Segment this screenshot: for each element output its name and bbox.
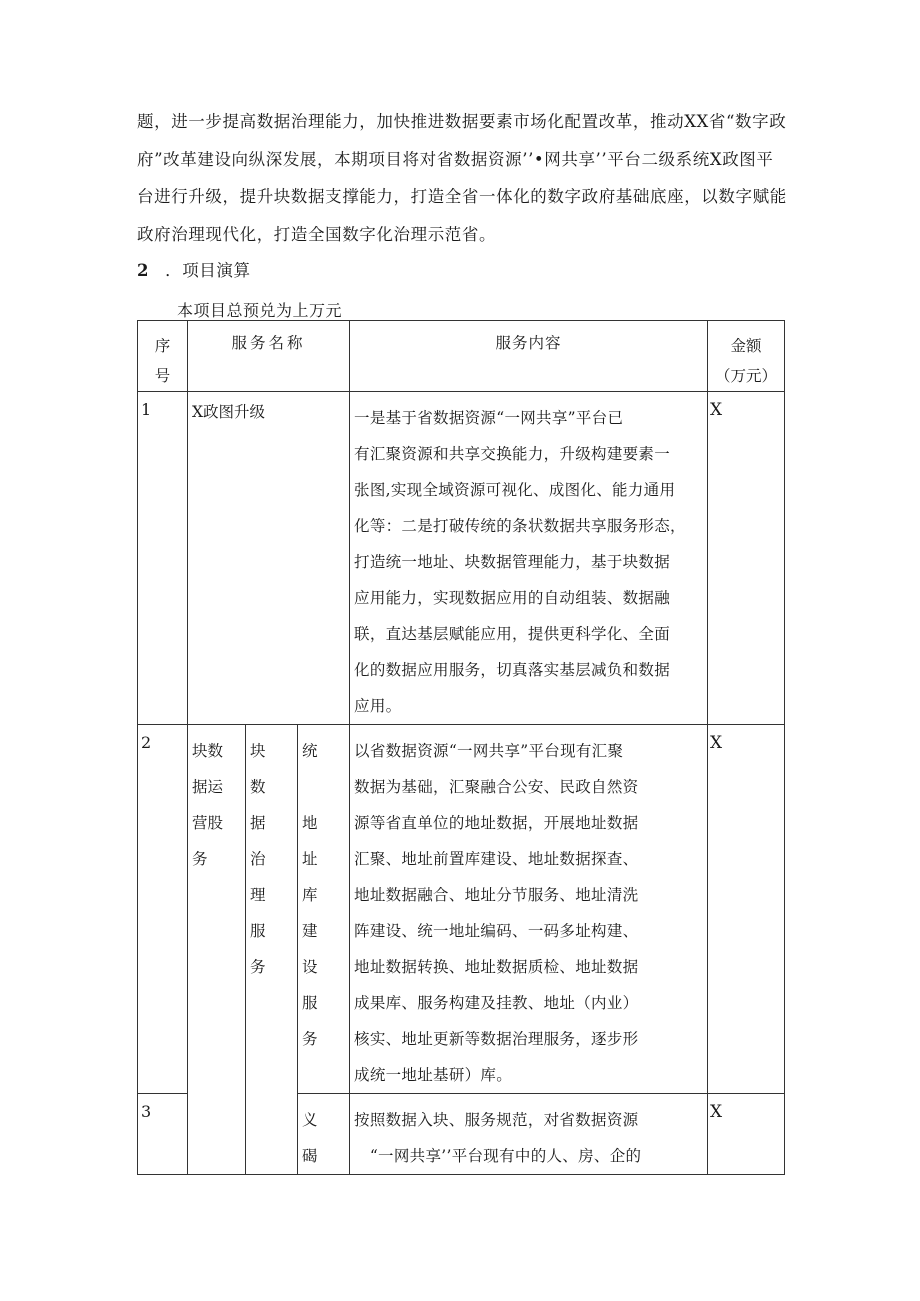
- header-service-name: 服务名称: [188, 321, 350, 392]
- item-char: 服: [302, 994, 318, 1012]
- content-line: 核实、地址更新等数据治理服务，逐步形: [354, 1030, 639, 1048]
- row-service-content: [350, 725, 708, 1094]
- table-row: [138, 392, 785, 725]
- header-seq-line: 号: [154, 367, 171, 385]
- row-seq: 2: [138, 725, 188, 1094]
- item-char: 地: [302, 814, 318, 832]
- row-amount: X: [708, 725, 785, 1094]
- content-line: 汇聚、地址前置库建设、地址数据探查、: [354, 850, 639, 868]
- header-amount-line: （万元）: [715, 367, 778, 385]
- item-char: 碣: [302, 1147, 318, 1165]
- header-amount-line: 金额: [730, 337, 762, 355]
- content-line: 张图,实现全域资源可视化、成图化、能力通用: [354, 481, 676, 499]
- subcategory-char: 数: [250, 778, 266, 796]
- row-service-name: [188, 392, 350, 725]
- item-char: 址: [302, 850, 318, 868]
- header-amount: [708, 321, 785, 392]
- section-heading: [137, 257, 251, 281]
- header-seq: [138, 321, 188, 392]
- content-line: 打造统一地址、块数据管理能力，基于块数据: [354, 553, 671, 571]
- category-line: 据运: [192, 778, 224, 796]
- category-line: 块数: [192, 742, 224, 760]
- row-seq: 1: [138, 392, 188, 725]
- row-service-content: [350, 392, 708, 725]
- paragraph-line: 政府治理现代化，打造全国数字化治理示范省。: [137, 224, 497, 244]
- content-line: 成果库、服务构建及挂教、地址（内业）: [354, 994, 639, 1012]
- row-item: [298, 1094, 350, 1175]
- item-char: [302, 769, 349, 805]
- content-line: 应用能力，实现数据应用的自动组装、数据融: [354, 589, 671, 607]
- row-service-name-text: X政图升级: [192, 403, 266, 421]
- subcategory-char: 据: [250, 814, 266, 832]
- content-line: 阵建设、统一地址编码、一码多址构建、: [354, 922, 639, 940]
- row-category: [188, 725, 246, 1175]
- row-subcategory: [246, 725, 298, 1175]
- row-amount: X: [708, 392, 785, 725]
- budget-statement: 本项目总预兑为上万元: [177, 301, 343, 320]
- item-char: 建: [302, 922, 318, 940]
- row-seq: 3: [138, 1094, 188, 1175]
- content-line: 地址数据转换、地址数据质检、地址数据: [354, 958, 639, 976]
- subcategory-char: 服: [250, 922, 266, 940]
- section-title: ．项目演算: [165, 261, 251, 280]
- subcategory-char: 务: [250, 958, 266, 976]
- category-line: 务: [192, 850, 208, 868]
- content-line: 化等：二是打破传统的条状数据共享服务形态，: [354, 517, 686, 535]
- content-line: 一是基于省数据资源“一网共享”平台已: [354, 409, 624, 427]
- subcategory-char: 块: [250, 742, 266, 760]
- content-line: 源等省直单位的地址数据，开展地址数据: [354, 814, 639, 832]
- item-char: 义: [302, 1111, 318, 1129]
- content-line: 成统一地址基研）库。: [354, 1066, 513, 1084]
- table-header-row: [138, 321, 785, 392]
- header-seq-line: 序: [154, 337, 171, 355]
- content-line: 有汇聚资源和共享交换能力，升级构建要素一: [354, 445, 671, 463]
- item-char: 库: [302, 886, 318, 904]
- content-line: 应用。: [354, 697, 402, 715]
- budget-table: [137, 320, 785, 1175]
- content-line: 联，直达基层赋能应用，提供更科学化、全面: [354, 625, 671, 643]
- content-line: 地址数据融合、地址分节服务、地址清洗: [354, 886, 639, 904]
- intro-paragraph: [137, 103, 797, 253]
- paragraph-line: 题，进一步提高数据治理能力，加快推进数据要素市场化配置改革，推动XX省“数字政: [137, 112, 787, 131]
- section-number: 2: [137, 261, 150, 280]
- content-line: 数据为基础，汇聚融合公安、民政自然资: [354, 778, 639, 796]
- content-line: 化的数据应用服务，切真落实基层减负和数据: [354, 661, 671, 679]
- table-row: [138, 725, 785, 1094]
- content-line: 以省数据资源“一网共享”平台现有汇聚: [354, 742, 624, 760]
- subcategory-char: 理: [250, 886, 266, 904]
- item-char: 务: [302, 1030, 318, 1048]
- row-item: [298, 725, 350, 1094]
- item-char: 统: [302, 742, 318, 760]
- item-char: 设: [302, 958, 318, 976]
- row-amount: X: [708, 1094, 785, 1175]
- paragraph-line: 府”改革建设向纵深发展，本期项目将对省数据资源’’•网共享’’平台二级系统X政图平: [137, 149, 774, 169]
- row-service-content: [350, 1094, 708, 1175]
- header-service-content: 服务内容: [350, 321, 708, 392]
- paragraph-line: 台进行升级，提升块数据支撑能力，打造全省一体化的数字政府基础底座，以数字赋能: [137, 187, 787, 206]
- content-line: 按照数据入块、服务规范，对省数据资源: [354, 1111, 639, 1129]
- category-line: 营股: [192, 814, 224, 832]
- subcategory-char: 治: [250, 850, 266, 868]
- content-line: “一网共享’’平台现有中的人、房、企的: [354, 1147, 642, 1165]
